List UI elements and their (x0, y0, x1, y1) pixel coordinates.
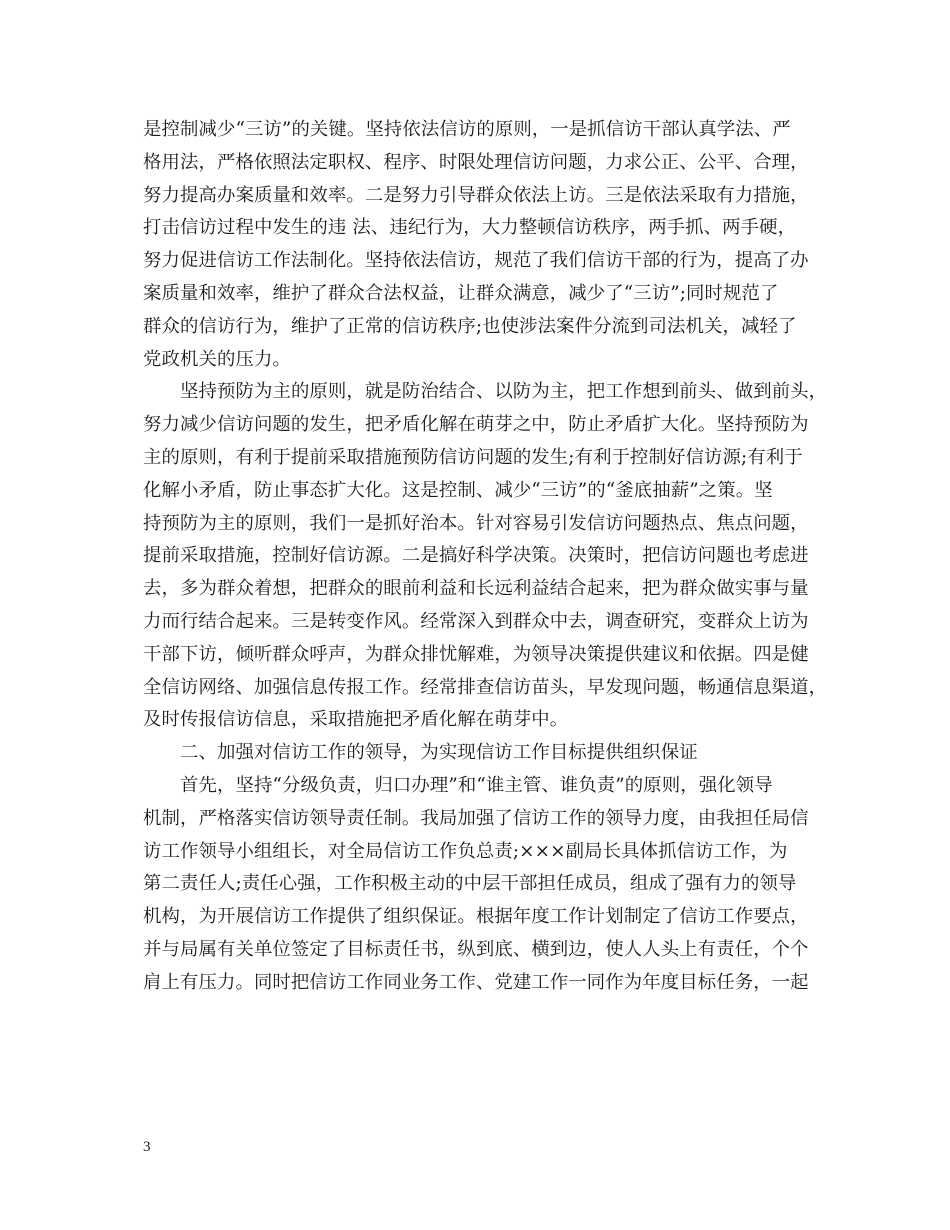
text-line: 打击信访过程中发生的违 法、违纪行为，大力整顿信访秩序，两手抓、两手硬， (143, 217, 797, 239)
text-line: 持预防为主的原则，我们一是抓好治本。针对容易引发信访问题热点、焦点问题， (143, 512, 809, 534)
text-line: 努力促进信访工作法制化。坚持依法信访，规范了我们信访干部的行为，提高了办 (143, 250, 809, 272)
text-line: 机制，严格落实信访领导责任制。我局加强了信访工作的领导力度，由我担任局信 (143, 807, 809, 829)
page-number: 3 (143, 1139, 151, 1155)
text-line: 及时传报信访信息，采取措施把矛盾化解在萌芽中。 (143, 709, 569, 731)
text-line: 努力提高办案质量和效率。二是努力引导群众依法上访。三是依法采取有力措施， (143, 184, 809, 206)
text-line: 化解小矛盾，防止事态扩大化。这是控制、减少“三访”的“釜底抽薪”之策。坚 (143, 479, 773, 501)
text-line: 肩上有压力。同时把信访工作同业务工作、党建工作一同作为年度目标任务，一起 (143, 971, 809, 993)
text-line: 首先，坚持“分级负责，归口办理”和“谁主管、谁负责”的原则，强化领导 (180, 774, 773, 796)
text-line: 干部下访，倾听群众呼声，为群众排忧解难，为领导决策提供建议和依据。四是健 (143, 643, 809, 665)
text-line: 访工作领导小组组长，对全局信访工作负总责;×××副局长具体抓信访工作，为 (143, 840, 788, 862)
text-line: 全信访网络、加强信息传报工作。经常排查信访苗头，早发现问题，畅通信息渠道， (143, 676, 828, 698)
text-line: 是控制减少“三访”的关键。坚持依法信访的原则，一是抓信访干部认真学法、严 (143, 119, 791, 140)
text-line: 机构，为开展信访工作提供了组织保证。根据年度工作计划制定了信访工作要点， (143, 906, 809, 928)
text-line: 党政机关的压力。 (143, 348, 291, 370)
body-text (143, 114, 843, 1000)
text-line: 力而行结合起来。三是转变作风。经常深入到群众中去，调查研究，变群众上访为 (143, 610, 809, 632)
text-line: 坚持预防为主的原则，就是防治结合、以防为主，把工作想到前头、做到前头， (180, 381, 828, 403)
text-line: 二、加强对信访工作的领导，为实现信访工作目标提供组织保证 (180, 742, 698, 764)
text-line: 并与局属有关单位签定了目标责任书，纵到底、横到边，使人人头上有责任，个个 (143, 938, 809, 960)
text-line: 去，多为群众着想，把群众的眼前利益和长远利益结合起来，把为群众做实事与量 (143, 578, 809, 600)
text-line: 第二责任人;责任心强，工作积极主动的中层干部担任成员，组成了强有力的领导 (143, 873, 797, 895)
text-line: 群众的信访行为，维护了正常的信访秩序;也使涉法案件分流到司法机关，减轻了 (143, 315, 797, 337)
text-line: 努力减少信访问题的发生，把矛盾化解在萌芽之中，防止矛盾扩大化。坚持预防为 (143, 414, 809, 436)
text-line: 提前采取措施，控制好信访源。二是搞好科学决策。决策时，把信访问题也考虑进 (143, 545, 809, 567)
text-line: 格用法，严格依照法定职权、程序、时限处理信访问题，力求公正、公平、合理， (143, 151, 809, 173)
text-line: 案质量和效率，维护了群众合法权益，让群众满意，减少了“三访”;同时规范了 (143, 282, 779, 304)
text-line: 主的原则，有利于提前采取措施预防信访问题的发生;有利于控制好信访源;有利于 (143, 446, 803, 468)
